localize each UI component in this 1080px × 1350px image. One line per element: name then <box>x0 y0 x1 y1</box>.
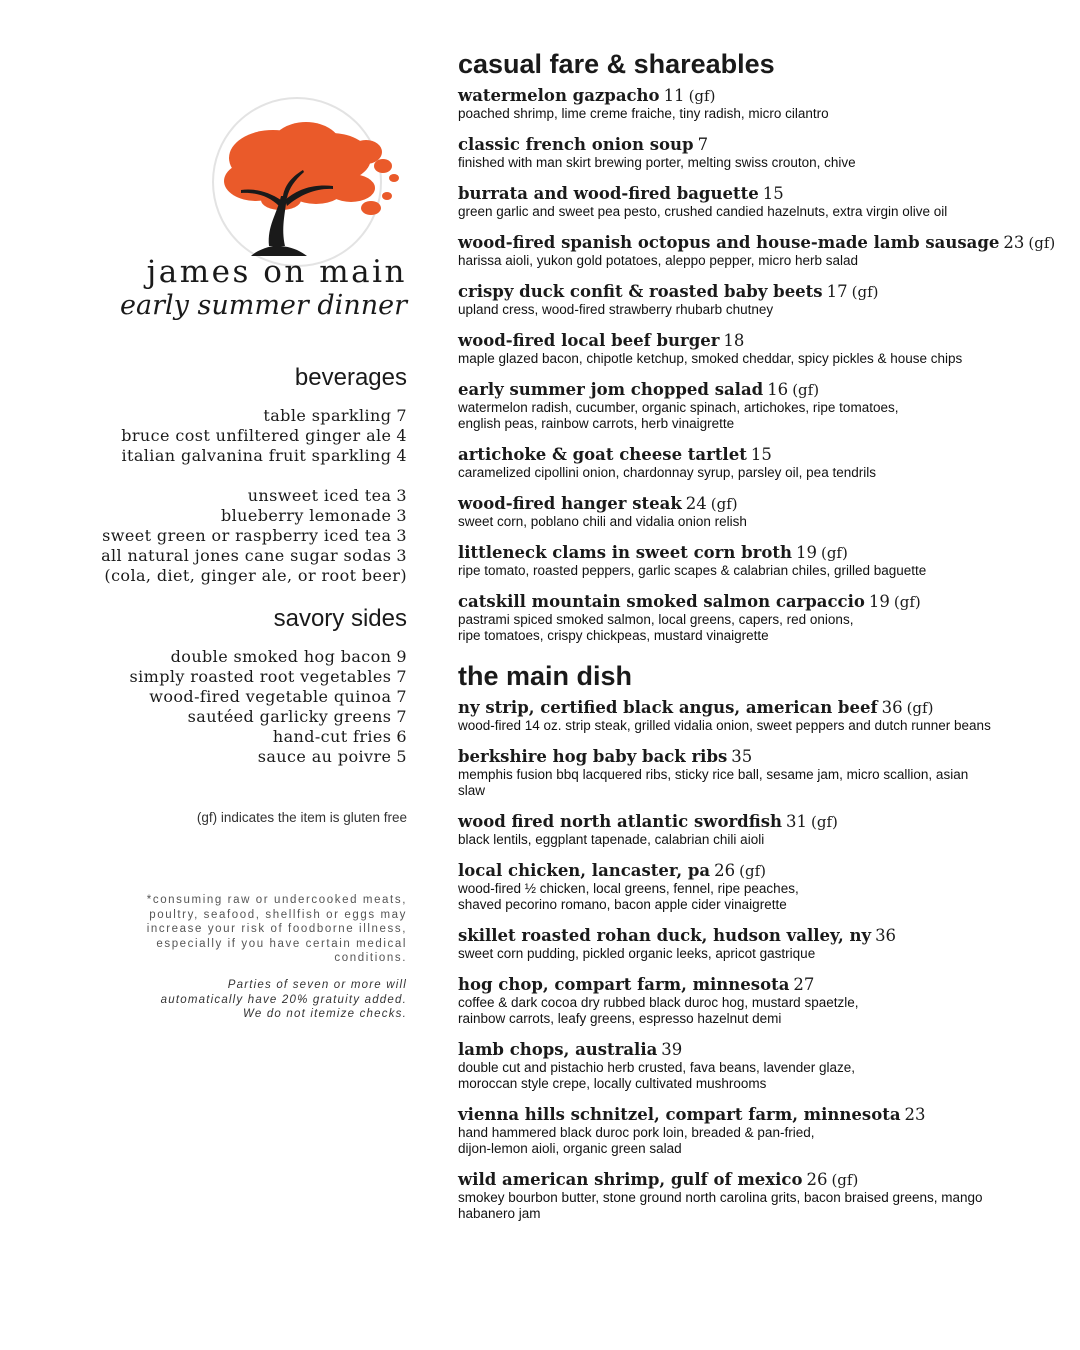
dish-name: berkshire hog baby back ribs <box>458 747 728 766</box>
dish-name: vienna hills schnitzel, compart farm, minnesota <box>458 1105 901 1124</box>
dish-price: 31 <box>785 812 807 831</box>
dish-name: watermelon gazpacho <box>458 86 660 105</box>
dish-price: 16 <box>767 380 789 399</box>
dish-price: 15 <box>762 184 784 203</box>
menu-item-header <box>458 445 1058 465</box>
menu-item-header <box>458 592 1058 612</box>
menu-item <box>458 1040 1058 1092</box>
dish-description: rainbow carrots, leafy greens, espresso hazelnut demi <box>458 1011 782 1026</box>
menu-item <box>458 184 1058 220</box>
menu-item-header <box>458 861 1058 881</box>
gluten-free-tag: (gf) <box>710 495 738 513</box>
menu-item-header <box>458 812 1058 832</box>
gluten-free-tag: (gf) <box>739 862 766 880</box>
sides-heading: savory sides <box>273 605 407 632</box>
dish-description: wood-fired ½ chicken, local greens, fennel, ripe peaches, <box>458 881 799 896</box>
dish-name: classic french onion soup <box>458 135 694 154</box>
dish-price: 23 <box>904 1105 926 1124</box>
dish-name: artichoke & goat cheese tartlet <box>458 445 747 464</box>
menu-tagline: early summer dinner <box>120 290 407 321</box>
main-dish-heading: the main dish <box>458 661 633 691</box>
dish-price: 17 <box>826 282 848 301</box>
menu-item-header <box>458 543 1058 563</box>
dish-price: 18 <box>723 331 745 350</box>
dish-price: 26 <box>806 1170 828 1189</box>
menu-item <box>458 1170 1058 1222</box>
dish-name: ny strip, certified black angus, american beef <box>458 698 878 717</box>
dish-name: burrata and wood-fired baguette <box>458 184 759 203</box>
menu-item <box>458 543 1058 579</box>
dish-description: ripe tomatoes, crispy chickpeas, mustard vinaigrette <box>458 628 769 643</box>
main-dish-list <box>458 698 1058 1222</box>
menu-item <box>458 698 1058 734</box>
gratuity-note: Parties of seven or more will automatically have 20% gratuity added. We do not itemize checks. <box>160 979 407 1020</box>
menu-item <box>458 331 1058 367</box>
dish-description: hand hammered black duroc pork loin, breaded & pan-fried, <box>458 1125 815 1140</box>
dish-description: ripe tomato, roasted peppers, garlic scapes & calabrian chiles, grilled baguette <box>458 563 927 578</box>
menu-item <box>458 233 1058 269</box>
dish-description: sweet corn pudding, pickled organic leeks, apricot gastrique <box>458 946 816 961</box>
dish-price: 23 <box>1003 233 1025 252</box>
menu-item <box>458 282 1058 318</box>
dish-price: 35 <box>731 747 753 766</box>
menu-item <box>458 1105 1058 1157</box>
soda-flavors-note: (cola, diet, ginger ale, or root beer) <box>104 566 407 585</box>
menu-item-header <box>458 233 1058 253</box>
dish-description: harissa aioli, yukon gold potatoes, aleppo pepper, micro herb salad <box>458 253 859 268</box>
dish-name: littleneck clams in sweet corn broth <box>458 543 792 562</box>
dish-price: 15 <box>750 445 772 464</box>
menu-item-header <box>458 331 1058 351</box>
gluten-free-tag: (gf) <box>810 813 838 831</box>
dish-name: local chicken, lancaster, pa <box>458 861 711 880</box>
beverages-list-1 <box>121 406 407 466</box>
dish-description: smokey bourbon butter, stone ground north carolina grits, bacon braised greens, mango <box>458 1190 983 1205</box>
dish-price: 36 <box>875 926 897 945</box>
dish-description: upland cress, wood-fired strawberry rhubarb chutney <box>458 302 774 317</box>
menu-item <box>458 445 1058 481</box>
menu-item-header <box>458 1105 1058 1125</box>
menu-item <box>458 975 1058 1027</box>
dish-price: 19 <box>795 543 817 562</box>
dish-name: wild american shrimp, gulf of mexico <box>458 1170 803 1189</box>
dish-description: habanero jam <box>458 1206 541 1221</box>
dish-description: finished with man skirt brewing porter, melting swiss crouton, chive <box>458 155 856 170</box>
menu-item-header <box>458 975 1058 995</box>
raw-food-disclaimer: *consuming raw or undercooked meats, poultry, seafood, shellfish or eggs may increase your risk of foodborne illness, especially if you have certain medical conditions. <box>146 894 407 964</box>
gluten-free-tag: (gf) <box>831 1171 859 1189</box>
sides-list <box>130 647 408 767</box>
dish-price: 27 <box>793 975 815 994</box>
dish-description: green garlic and sweet pea pesto, crushed candied hazelnuts, extra virgin olive oil <box>458 204 948 219</box>
dish-price: 24 <box>685 494 707 513</box>
restaurant-name: james on main <box>146 254 407 290</box>
gluten-free-tag: (gf) <box>820 544 848 562</box>
dish-name: wood-fired spanish octopus and house-made lamb sausage <box>458 233 1000 252</box>
dish-description: shaved pecorino romano, bacon apple cider vinaigrette <box>458 897 787 912</box>
dish-name: early summer jom chopped salad <box>458 380 764 399</box>
menu-item <box>458 861 1058 913</box>
dish-description: black lentils, eggplant tapenade, calabrian chili aioli <box>458 832 765 847</box>
dish-name: wood-fired hanger steak <box>458 494 682 513</box>
menu-item-header <box>458 494 1058 514</box>
gluten-free-note: (gf) indicates the item is gluten free <box>196 810 407 825</box>
menu-item-header <box>458 135 1058 155</box>
gluten-free-tag: (gf) <box>851 283 879 301</box>
list-item: italian galvanina fruit sparkling 4 <box>121 446 407 465</box>
dish-description: sweet corn, poblano chili and vidalia onion relish <box>458 514 747 529</box>
menu-item-header <box>458 1170 1058 1190</box>
menu-item-header <box>458 184 1058 204</box>
dish-name: hog chop, compart farm, minnesota <box>458 975 790 994</box>
menu-item-header <box>458 747 1058 767</box>
list-item: sauce au poivre 5 <box>257 747 407 766</box>
casual-fare-list <box>458 86 1058 644</box>
dish-description: double cut and pistachio herb crusted, fava beans, lavender glaze, <box>458 1060 856 1075</box>
menu-item <box>458 747 1058 799</box>
dish-name: lamb chops, australia <box>458 1040 658 1059</box>
menu-item-header <box>458 926 1058 946</box>
menu-item-header <box>458 282 1058 302</box>
gluten-free-tag: (gf) <box>893 593 921 611</box>
list-item: sweet green or raspberry iced tea 3 <box>102 526 407 545</box>
dish-name: wood-fired local beef burger <box>458 331 720 350</box>
dish-description: memphis fusion bbq lacquered ribs, sticky rice ball, sesame jam, micro scallion, asian <box>458 767 969 782</box>
dish-description: caramelized cipollini onion, chardonnay syrup, parsley oil, pea tendrils <box>458 465 876 480</box>
menu-item <box>458 135 1058 171</box>
list-item: wood-fired vegetable quinoa 7 <box>149 687 407 706</box>
menu-item <box>458 926 1058 962</box>
dish-description: wood-fired 14 oz. strip steak, grilled vidalia onion, sweet peppers and dutch runner beans <box>458 718 991 733</box>
dish-description: slaw <box>458 783 486 798</box>
gluten-free-tag: (gf) <box>688 87 716 105</box>
dish-price: 26 <box>714 861 736 880</box>
dish-name: skillet roasted rohan duck, hudson valley, ny <box>458 926 872 945</box>
list-item: bruce cost unfiltered ginger ale 4 <box>121 426 407 445</box>
gluten-free-tag: (gf) <box>906 699 934 717</box>
menu-item <box>458 592 1058 644</box>
list-item: blueberry lemonade 3 <box>220 506 407 525</box>
menu-item <box>458 812 1058 848</box>
right-column <box>458 48 1058 1235</box>
dish-description: dijon-lemon aioli, organic green salad <box>458 1141 682 1156</box>
beverages-list-2 <box>101 486 407 586</box>
menu-item-header <box>458 86 1058 106</box>
dish-description: coffee & dark cocoa dry rubbed black duroc hog, mustard spaetzle, <box>458 995 859 1010</box>
dish-price: 19 <box>868 592 890 611</box>
dish-name: catskill mountain smoked salmon carpaccio <box>458 592 865 611</box>
dish-description: maple glazed bacon, chipotle ketchup, smoked cheddar, spicy pickles & house chips <box>458 351 963 366</box>
menu-item-header <box>458 1040 1058 1060</box>
dish-description: watermelon radish, cucumber, organic spinach, artichokes, ripe tomatoes, <box>458 400 899 415</box>
gluten-free-tag: (gf) <box>792 381 820 399</box>
dish-description: poached shrimp, lime creme fraiche, tiny radish, micro cilantro <box>458 106 829 121</box>
list-item: table sparkling 7 <box>263 406 407 425</box>
dish-price: 7 <box>697 135 709 154</box>
dish-name: crispy duck confit & roasted baby beets <box>458 282 823 301</box>
list-item: simply roasted root vegetables 7 <box>129 667 407 686</box>
list-item: sautéed garlicky greens 7 <box>187 707 407 726</box>
dish-price: 11 <box>663 86 685 105</box>
list-item: all natural jones cane sugar sodas 3 <box>101 546 407 565</box>
left-column <box>0 0 410 1350</box>
dish-description: moroccan style crepe, locally cultivated mushrooms <box>458 1076 767 1091</box>
list-item: unsweet iced tea 3 <box>247 486 407 505</box>
menu-item <box>458 494 1058 530</box>
dish-description: english peas, rainbow carrots, herb vinaigrette <box>458 416 735 431</box>
menu-item <box>458 380 1058 432</box>
menu-item-header <box>458 380 1058 400</box>
menu-item-header <box>458 698 1058 718</box>
list-item: double smoked hog bacon 9 <box>170 647 407 666</box>
casual-fare-heading: casual fare & shareables <box>458 49 775 79</box>
beverages-heading: beverages <box>294 364 407 391</box>
tree-logo-icon <box>211 96 401 268</box>
list-item: hand-cut fries 6 <box>272 727 407 746</box>
dish-price: 36 <box>881 698 903 717</box>
menu-item <box>458 86 1058 122</box>
gluten-free-tag: (gf) <box>1028 234 1056 252</box>
dish-name: wood fired north atlantic swordfish <box>458 812 782 831</box>
dish-description: pastrami spiced smoked salmon, local greens, capers, red onions, <box>458 612 854 627</box>
dish-price: 39 <box>661 1040 683 1059</box>
